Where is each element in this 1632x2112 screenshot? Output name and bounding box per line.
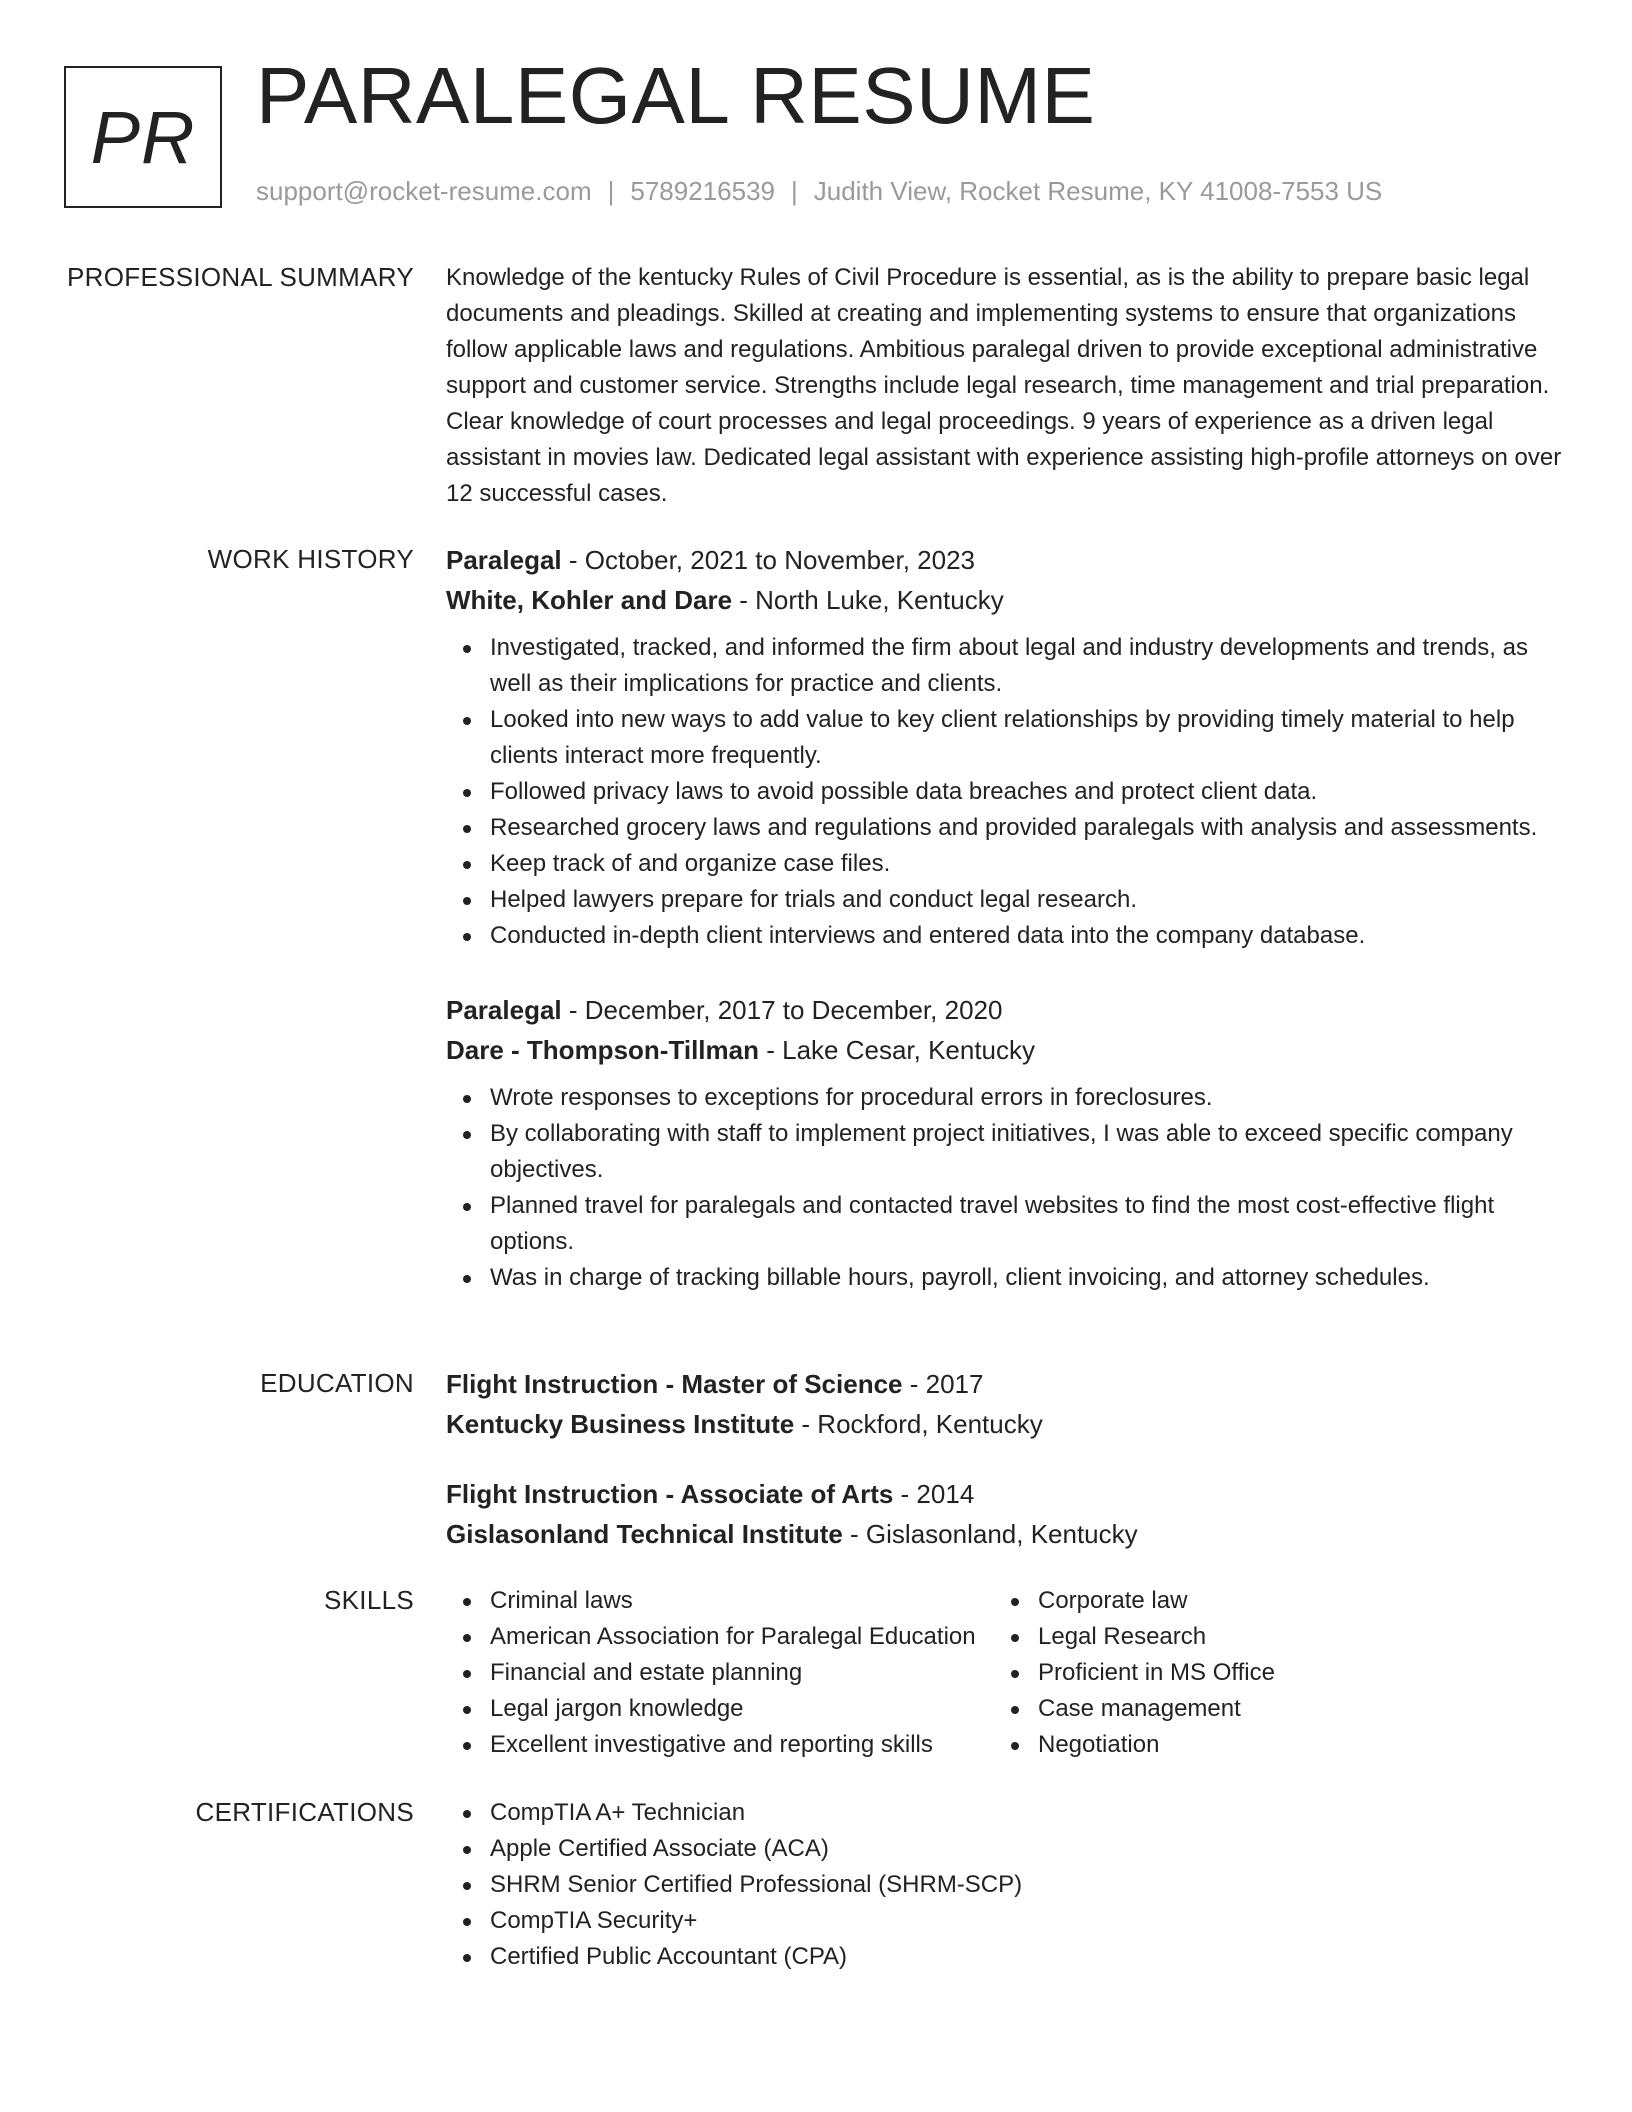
contact-address: Judith View, Rocket Resume, KY 41008-7553 US [813,176,1383,206]
list-item: American Association for Paralegal Education [446,1619,994,1655]
list-item: Certified Public Accountant (CPA) [446,1939,1564,1975]
school-line [446,1404,1564,1444]
job-bullets [446,1080,1564,1296]
list-item: Criminal laws [446,1583,994,1619]
skills-heading: SKILLS [324,1585,414,1615]
list-item: Investigated, tracked, and informed the firm about legal and industry developments and trends, as well as their implications for practice and clients. [446,630,1564,702]
education-entry [446,1474,1564,1554]
list-item: Was in charge of tracking billable hours, payroll, client invoicing, and attorney schedules. [446,1260,1564,1296]
list-item: Keep track of and organize case files. [446,846,1564,882]
job-company-line [446,1030,1564,1070]
job-dates: - December, 2017 to December, 2020 [561,995,1003,1025]
job-title-line [446,540,1564,580]
list-item: Excellent investigative and reporting skills [446,1727,994,1763]
list-item: Apple Certified Associate (ACA) [446,1831,1564,1867]
school-line [446,1514,1564,1554]
monogram-initials: PR [90,95,196,179]
education-entry [446,1364,1564,1444]
certifications-list [446,1795,1564,1975]
job-entry [446,990,1564,1296]
job-bullets [446,630,1564,954]
list-item: By collaborating with staff to implement project initiatives, I was able to exceed specific company objectives. [446,1116,1564,1188]
school: Gislasonland Technical Institute [446,1519,843,1549]
contact-separator: | [607,176,615,206]
list-item: Wrote responses to exceptions for procedural errors in foreclosures. [446,1080,1564,1116]
degree-line [446,1364,1564,1404]
list-item: Researched grocery laws and regulations and provided paralegals with analysis and assessments. [446,810,1564,846]
list-item: Proficient in MS Office [994,1655,1275,1691]
job-location: - North Luke, Kentucky [732,585,1004,615]
job-company: Dare - Thompson-Tillman [446,1035,759,1065]
school-location: - Rockford, Kentucky [794,1409,1043,1439]
degree-line [446,1474,1564,1514]
list-item: SHRM Senior Certified Professional (SHRM-SCP) [446,1867,1564,1903]
certifications-heading: CERTIFICATIONS [195,1797,414,1827]
job-company-line [446,580,1564,620]
skills-columns [446,1583,1564,1763]
school: Kentucky Business Institute [446,1409,795,1439]
degree-year: - 2017 [902,1369,984,1399]
education-heading: EDUCATION [260,1368,414,1398]
job-role: Paralegal [446,995,562,1025]
list-item: CompTIA A+ Technician [446,1795,1564,1831]
job-title-line [446,990,1564,1030]
list-item: Financial and estate planning [446,1655,994,1691]
contact-separator: | [791,176,798,206]
school-location: - Gislasonland, Kentucky [842,1519,1138,1549]
monogram-box [64,66,222,208]
job-dates: - October, 2021 to November, 2023 [561,545,975,575]
list-item: CompTIA Security+ [446,1903,1564,1939]
contact-phone: 5789216539 [630,176,775,206]
list-item: Legal jargon knowledge [446,1691,994,1727]
degree-year: - 2014 [893,1479,975,1509]
list-item: Case management [994,1691,1275,1727]
resume-title: PARALEGAL RESUME [256,51,1096,140]
list-item: Looked into new ways to add value to key client relationships by providing timely material to help clients interact more frequently. [446,702,1564,774]
list-item: Corporate law [994,1583,1275,1619]
degree: Flight Instruction - Master of Science [446,1369,903,1399]
skills-list-right [994,1583,1275,1763]
degree: Flight Instruction - Associate of Arts [446,1479,894,1509]
job-entry [446,540,1564,954]
summary-text: Knowledge of the kentucky Rules of Civil Procedure is essential, as is the ability to prepare basic legal documents and pleadings. Skilled at creating and implementing systems to ensure that organizations follow applicable laws and regulations. Ambitious paralegal driven to provide exceptional administrative support and customer service. Strengths include legal research, time management and trial preparation. Clear knowledge of court processes and legal proceedings. 9 years of experience as a driven legal assistant in movies law. Dedicated legal assistant with experience assisting high-profile attorneys on over 12 successful cases. [446,264,1562,507]
list-item: Negotiation [994,1727,1275,1763]
job-company: White, Kohler and Dare [446,585,733,615]
job-role: Paralegal [446,545,562,575]
contact-email: support@rocket-resume.com [256,176,592,206]
summary-heading: PROFESSIONAL SUMMARY [67,262,414,292]
work-history-heading: WORK HISTORY [207,544,414,574]
list-item: Followed privacy laws to avoid possible data breaches and protect client data. [446,774,1564,810]
list-item: Legal Research [994,1619,1275,1655]
skills-list-left [446,1583,994,1763]
contact-line [256,176,1382,207]
list-item: Planned travel for paralegals and contacted travel websites to find the most cost-effective flight options. [446,1188,1564,1260]
job-location: - Lake Cesar, Kentucky [759,1035,1036,1065]
list-item: Conducted in-depth client interviews and entered data into the company database. [446,918,1564,954]
list-item: Helped lawyers prepare for trials and conduct legal research. [446,882,1564,918]
